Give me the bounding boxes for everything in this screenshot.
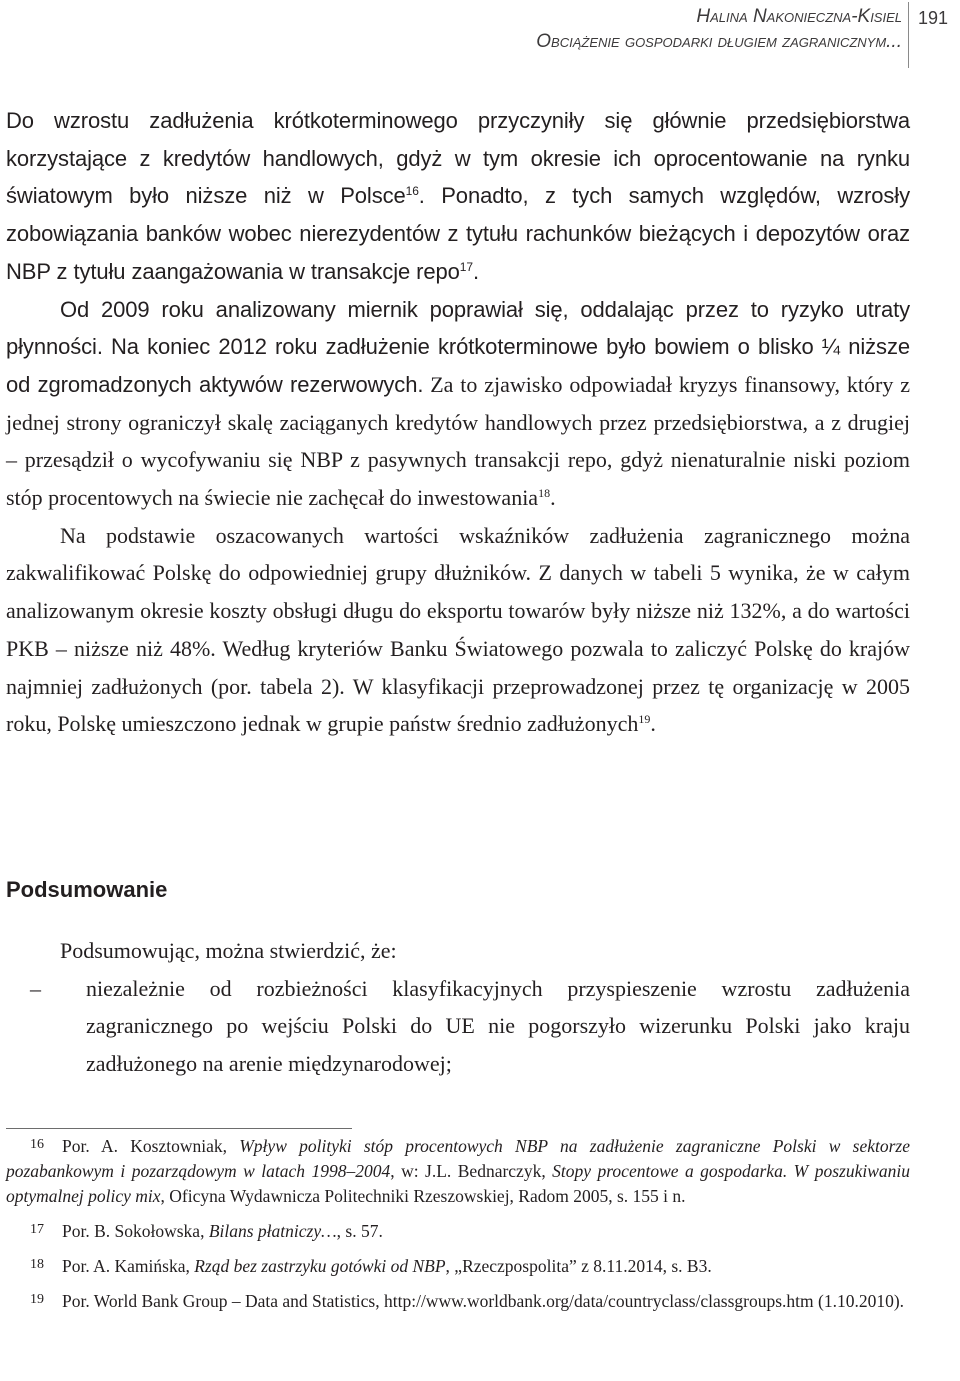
section-heading: Podsumowanie (6, 877, 168, 902)
footnote-ref-16[interactable]: 16 (405, 184, 419, 199)
summary-section (6, 932, 910, 1082)
header-title: Obciążenie gospodarki długiem zagranicznym... (536, 31, 902, 52)
body-text (6, 102, 910, 743)
footnote-ref-19[interactable]: 19 (638, 712, 651, 727)
footnote-divider (6, 1128, 352, 1129)
page-number: 191 (918, 8, 949, 28)
paragraph-1: Do wzrostu zadłużenia krótkoterminowego przyczyniły się głównie przedsiębiorstwa korzystające z kredytów handlowych, gdyż w tym okresie ich oprocentowanie na rynku światowym było niższe niż w Polsce$^{16}$. Ponadto, z tych samych względów, wzrosły zobowiązania banków wobec nierezydentów z tytułu rachunków bieżących i depozytów oraz NBP z tytułu zaangażowania w transakcje repo$^{17}$. (6, 108, 910, 284)
footnote-16: 16 Por. A. Kosztowniak, Wpływ polityki stóp procentowych NBP na zadłużenie zagraniczne Polski w sektorze pozabankowym i pozarządowym w latach 1998–2004, w: J.L. Bednarczyk, Stopy procentowe a gospodarka. W poszukiwaniu optymalnej policy mix, Oficyna Wydawnicza Politechniki Rzeszowskiej, Radom 2005, s. 155 i n. (6, 1136, 910, 1206)
header-author: Halina Nakonieczna-Kisiel (696, 6, 902, 27)
list-item (6, 970, 910, 1083)
header-divider (908, 2, 909, 68)
footnote-ref-18[interactable]: 18 (538, 486, 551, 501)
paragraph-3: Na podstawie oszacowanych wartości wskaźników zadłużenia zagranicznego można zakwalifikować Polskę do odpowiedniej grupy dłużników. Z danych w tabeli 5 wynika, że w całym analizowanym okresie koszty obsługi długu do eksportu towarów były niższe niż 132%, a do wartości PKB – niższe niż 48%. Według kryteriów Banku Światowego pozwala to zaliczyć Polskę do krajów najmniej zadłużonych (por. tabela 2). W klasyfikacji przeprowadzonej przez tę organizację w 2005 roku, Polskę umieszczono jednak w grupie państw średnio zadłużonych$^{19}$. (6, 522, 910, 737)
footnotes (6, 1134, 910, 1324)
list-dash: – (30, 975, 41, 1001)
footnote-ref-17[interactable]: 17 (459, 259, 473, 274)
paragraph-2: Od 2009 roku analizowany miernik poprawiał się, oddalając przez to ryzyko utraty płynności. Na koniec 2012 roku zadłużenie krótkoterminowe było bowiem o blisko ¼ niższe od zgromadzonych aktywów rezerwowych. Za to zjawisko odpowiadał kryzys finansowy, który z jednej strony ograniczył skalę zaciąganych kredytów handlowych przez przedsiębiorstwa, a z drugiej – przesądził o wycofywaniu się NBP z pasywnych transakcji repo, gdyż nienaturalnie niski poziom stóp procentowych na świecie nie zachęcał do inwestowania$^{18}$. (6, 296, 910, 511)
footnote-17: 17 Por. B. Sokołowska, Bilans płatniczy…, s. 57. (30, 1221, 383, 1241)
header-text (536, 4, 902, 54)
summary-intro: Podsumowując, można stwierdzić, że: (60, 938, 397, 963)
running-header (0, 2, 960, 68)
footnote-18: 18 Por. A. Kamińska, Rząd bez zastrzyku gotówki od NBP, „Rzeczpospolita” z 8.11.2014, s. B3. (30, 1256, 712, 1276)
list-item-text: niezależnie od rozbieżności klasyfikacyjnych przyspieszenie wzrostu zadłużenia zagranicznego po wejściu Polski do UE nie pogorszyło wizerunku Polski jako kraju zadłużonego na arenie międzynarodowej; (86, 975, 910, 1076)
footnote-19: 19 Por. World Bank Group – Data and Statistics, http://www.worldbank.org/data/countryclass/classgroups.htm (1.10.2010). (30, 1291, 905, 1311)
